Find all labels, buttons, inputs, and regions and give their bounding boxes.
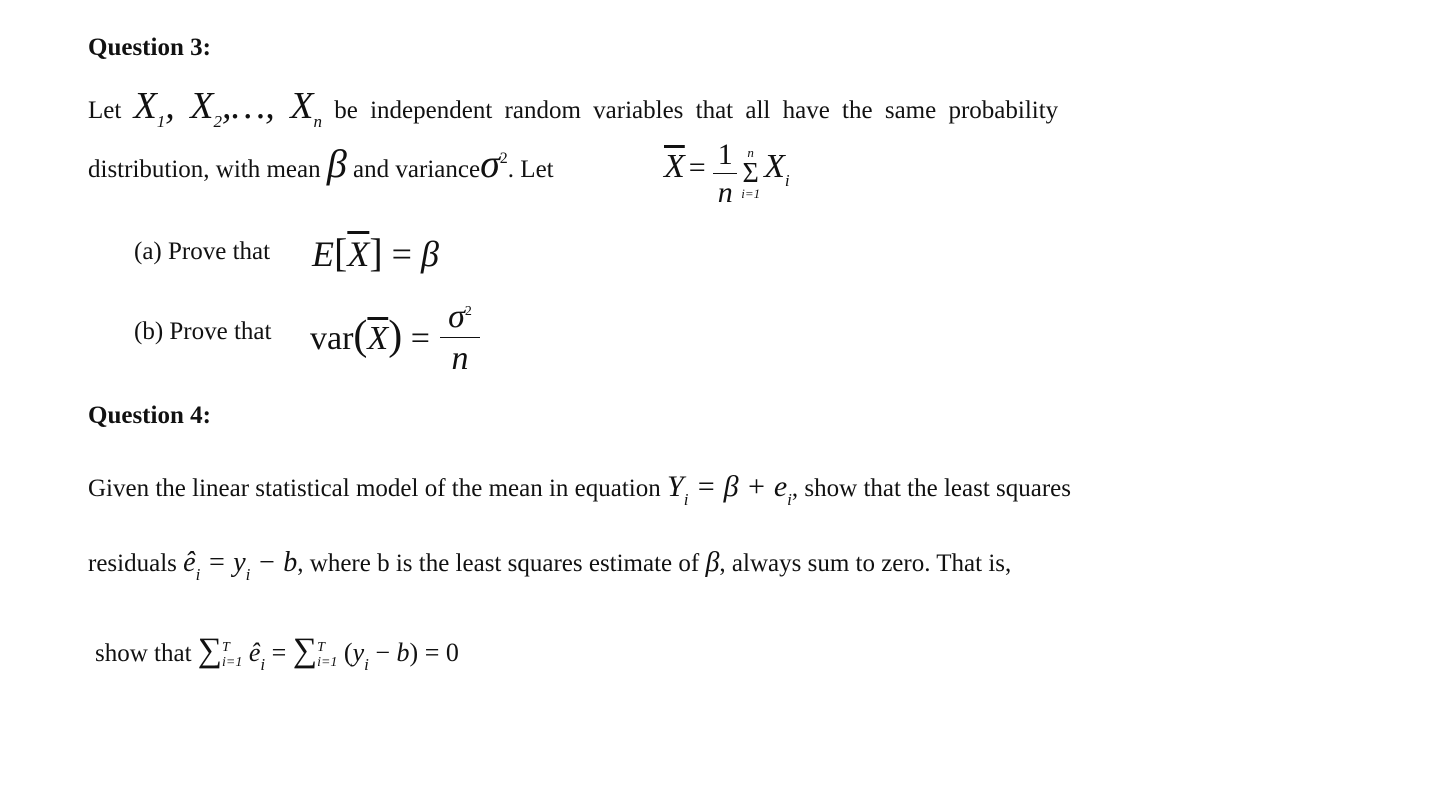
q4-line3-a: show that bbox=[95, 640, 192, 667]
q3-line-1 bbox=[88, 84, 1059, 131]
q4-line-3 bbox=[95, 632, 459, 674]
sigma2-over-n: $\frac{\sigma^2}{n}$ bbox=[440, 298, 480, 378]
q4-line2-c: , always sum to zero. That is, bbox=[719, 550, 1012, 577]
q4-line2-a: residuals bbox=[88, 550, 177, 577]
beta-symbol: β bbox=[326, 141, 347, 186]
residual-equation: $ê_i = y_i - b$ bbox=[183, 547, 298, 584]
q4-line-1 bbox=[88, 470, 1072, 509]
q3-line2-c: . Let bbox=[507, 156, 554, 183]
q3-line-2 bbox=[88, 140, 554, 187]
part-a-label: (a) Prove that bbox=[134, 238, 271, 265]
xbar-definition-formula: $\overline{X}$ = $\frac{1}{n}$ n Σ i=1 $X_i$ bbox=[664, 138, 790, 209]
q3-line2-a: distribution, with mean bbox=[88, 156, 321, 183]
q4-line1-a: Given the linear statistical model of the mean in equation bbox=[88, 475, 661, 502]
q4-line1-b: , show that the least squares bbox=[791, 475, 1072, 502]
q3-variables-formula: $X_1$, $X_2,\dots$, $X_n$ bbox=[133, 85, 323, 131]
q3-line1-rest: be independent random variables that all have the same probability bbox=[334, 97, 1059, 124]
beta-symbol-2: β bbox=[705, 547, 720, 578]
q4-line-2 bbox=[88, 547, 1012, 584]
question-4-heading: Question 4: bbox=[88, 402, 211, 429]
sum-formula: ∑ T i=1 $ê_i$ = ∑ T i=1 $(y_i - b) = 0$ bbox=[197, 632, 459, 674]
q4-line2-b: , where b is the least squares estimate of bbox=[297, 550, 700, 577]
part-a-formula: $E[\overline{X}] = \beta$ bbox=[312, 230, 439, 275]
q3-line2-b: and variance bbox=[353, 156, 481, 183]
part-b-formula: $var(\overline{X})$ = bbox=[310, 313, 430, 359]
model-equation: $Y_i = \beta + e_i$ bbox=[667, 470, 792, 509]
question-3-heading: Question 3: bbox=[88, 34, 211, 61]
q3-let-text: Let bbox=[88, 97, 122, 124]
part-b-label: (b) Prove that bbox=[134, 318, 272, 345]
sigma-squared: $\sigma^2$ bbox=[480, 141, 508, 186]
